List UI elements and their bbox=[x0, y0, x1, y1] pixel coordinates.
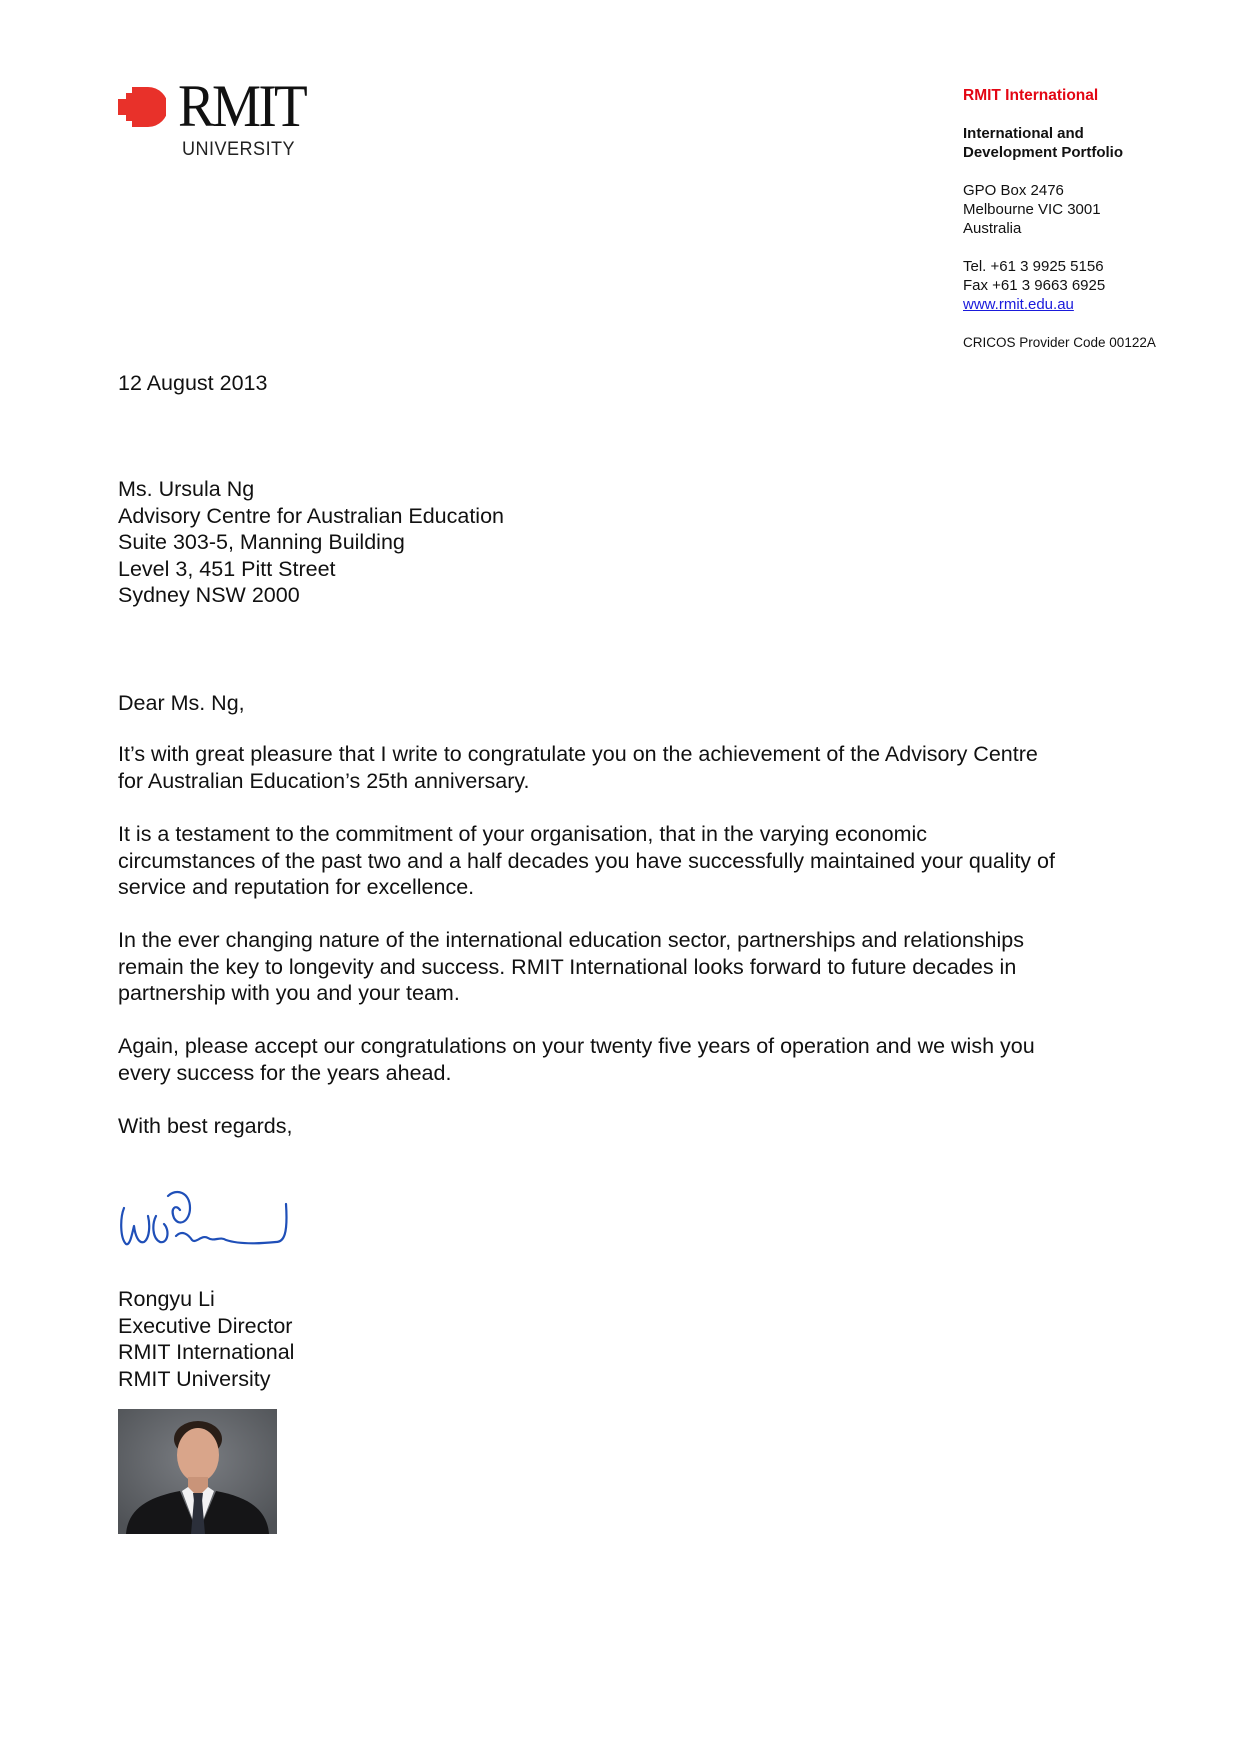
portrait-icon bbox=[118, 1409, 277, 1534]
paragraph-line: partnership with you and your team. bbox=[118, 981, 460, 1005]
signer-name: Rongyu Li bbox=[118, 1287, 215, 1311]
body-paragraph bbox=[118, 821, 1128, 901]
body-paragraph bbox=[118, 1033, 1128, 1086]
paragraph-line: circumstances of the past two and a half decades you have successfully maintained your quality of bbox=[118, 848, 1055, 873]
recipient-address-line: Level 3, 451 Pitt Street bbox=[118, 556, 336, 581]
recipient-address-line: Sydney NSW 2000 bbox=[118, 583, 300, 607]
paragraph-line: In the ever changing nature of the international education sector, partnerships and relationships bbox=[118, 928, 1024, 952]
signer-title: Executive Director bbox=[118, 1313, 293, 1338]
cricos-code: CRICOS Provider Code 00122A bbox=[963, 335, 1156, 350]
salutation: Dear Ms. Ng, bbox=[118, 691, 245, 715]
paragraph-line: remain the key to longevity and success. RMIT International looks forward to future decades in bbox=[118, 954, 1017, 979]
signer-org: RMIT International bbox=[118, 1340, 295, 1364]
signer-block bbox=[118, 1286, 1128, 1392]
fax-number: Fax +61 3 9663 6925 bbox=[963, 277, 1106, 294]
sender-info bbox=[963, 86, 1233, 352]
paragraph-line: every success for the years ahead. bbox=[118, 1060, 452, 1085]
rmit-pixel-mark-icon bbox=[118, 87, 166, 127]
address-line: Melbourne VIC 3001 bbox=[963, 201, 1101, 218]
paragraph-line: It’s with great pleasure that I write to congratulate you on the achievement of the Advisory Centre bbox=[118, 742, 1038, 766]
body-paragraph bbox=[118, 927, 1128, 1007]
handwritten-signature-icon bbox=[116, 1186, 298, 1256]
sender-dept bbox=[963, 124, 1233, 162]
sender-address bbox=[963, 181, 1233, 238]
recipient-name: Ms. Ursula Ng bbox=[118, 477, 255, 501]
signer-photo bbox=[118, 1409, 277, 1534]
letter-date: 12 August 2013 bbox=[118, 371, 268, 395]
signer-institution: RMIT University bbox=[118, 1366, 271, 1391]
dept-line: Development Portfolio bbox=[963, 144, 1124, 161]
paragraph-line: service and reputation for excellence. bbox=[118, 875, 475, 899]
rmit-logo bbox=[118, 73, 328, 164]
sender-contact bbox=[963, 257, 1233, 314]
paragraph-line: for Australian Education’s 25th anniversary. bbox=[118, 768, 530, 793]
closing: With best regards, bbox=[118, 1114, 293, 1138]
recipient-address-line: Suite 303-5, Manning Building bbox=[118, 530, 405, 554]
recipient-org: Advisory Centre for Australian Education bbox=[118, 503, 505, 528]
tel-number: Tel. +61 3 9925 5156 bbox=[963, 258, 1104, 275]
recipient-address bbox=[118, 476, 1128, 609]
dept-line: International and bbox=[963, 125, 1084, 142]
paragraph-line: It is a testament to the commitment of your organisation, that in the varying economic bbox=[118, 822, 928, 846]
logo-subtitle: UNIVERSITY bbox=[182, 139, 296, 160]
logo-wordmark: RMIT bbox=[178, 73, 305, 139]
sender-org: RMIT International bbox=[963, 87, 1099, 104]
address-line: Australia bbox=[963, 220, 1022, 237]
website-link[interactable]: www.rmit.edu.au bbox=[963, 296, 1074, 313]
address-line: GPO Box 2476 bbox=[963, 182, 1064, 199]
body-paragraph bbox=[118, 741, 1128, 794]
paragraph-line: Again, please accept our congratulations on your twenty five years of operation and we wish you bbox=[118, 1034, 1035, 1058]
